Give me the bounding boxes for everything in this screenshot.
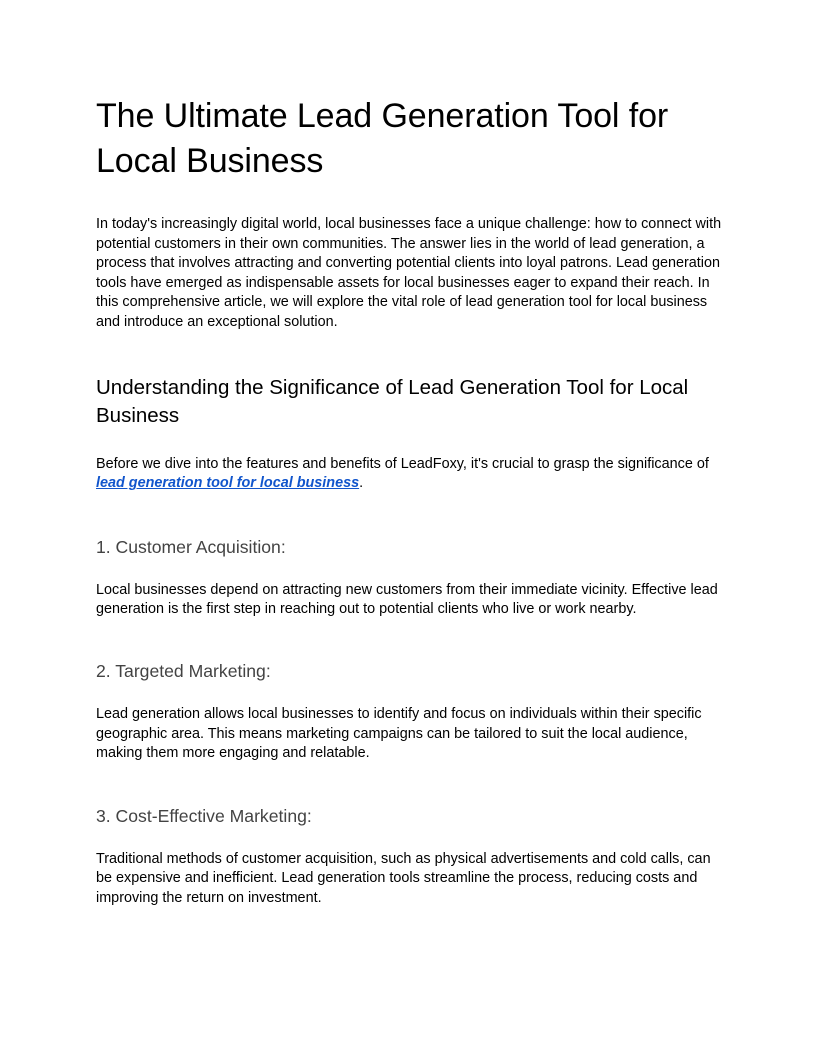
significance-text-before: Before we dive into the features and benefits of LeadFoxy, it's crucial to grasp the significance of xyxy=(96,455,709,472)
customer-acquisition-paragraph: Local businesses depend on attracting new customers from their immediate vicinity. Effective lead generation is the first step in reaching out to potential clients who live or work nearby. xyxy=(96,581,718,618)
document-title: The Ultimate Lead Generation Tool for Local Business xyxy=(96,97,669,180)
subheading-cost-effective-marketing: 3. Cost-Effective Marketing: xyxy=(96,805,312,826)
targeted-marketing-paragraph: Lead generation allows local businesses to identify and focus on individuals within their specific geographic area. This means marketing campaigns can be tailored to suit the local audience, making them more engaging and relatable. xyxy=(96,705,702,762)
subheading-customer-acquisition: 1. Customer Acquisition: xyxy=(96,536,286,557)
cost-effective-marketing-paragraph: Traditional methods of customer acquisition, such as physical advertisements and cold calls, can be expensive and inefficient. Lead generation tools streamline the process, reducing costs and improving the return on investment. xyxy=(96,850,711,906)
lead-generation-link[interactable]: lead generation tool for local business xyxy=(96,475,360,492)
document-page xyxy=(96,94,728,909)
section-heading-significance: Understanding the Significance of Lead Generation Tool for Local Business xyxy=(96,375,689,427)
significance-paragraph xyxy=(96,455,728,494)
significance-text-after: . xyxy=(359,475,364,492)
subheading-targeted-marketing: 2. Targeted Marketing: xyxy=(96,660,271,681)
intro-paragraph: In today's increasingly digital world, local businesses face a unique challenge: how to connect with potential customers in their own communities. The answer lies in the world of lead generation, a process that involves attracting and converting potential clients into loyal patrons. Lead generation tools have emerged as indispensable assets for local businesses eager to expand their reach. In this comprehensive article, we will explore the vital role of lead generation tool for local business and introduce an exceptional solution. xyxy=(96,216,722,330)
